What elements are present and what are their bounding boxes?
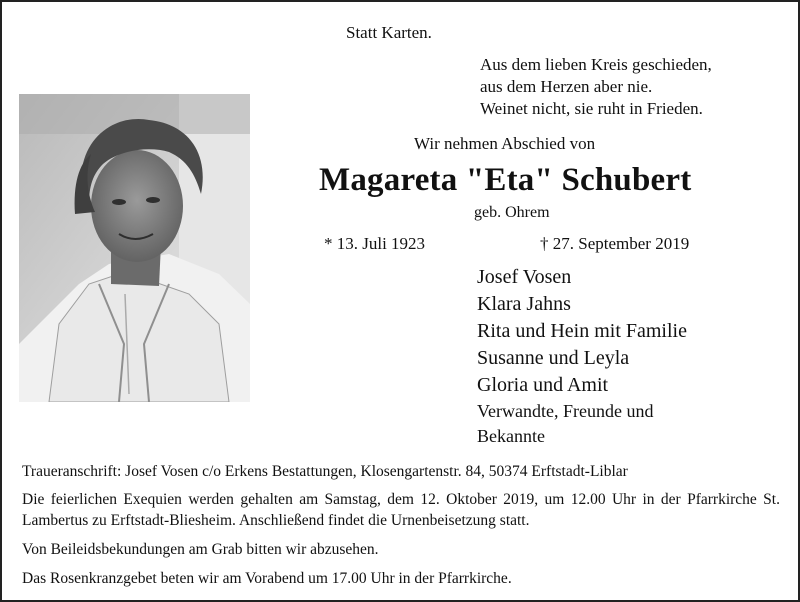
birth-name: geb. Ohrem: [474, 204, 550, 221]
funeral-service-info: Die feierlichen Exequien werden gehalten am Samstag, dem 12. Oktober 2019, um 12.00 Uhr in der Pfarrkirche St. Lambertus zu Erftstadt-Bliesheim. Anschließend findet die Urnenbeisetzung statt.: [22, 491, 780, 529]
portrait-illustration: [19, 94, 250, 402]
portrait-photo: [19, 94, 250, 402]
farewell-line: Wir nehmen Abschied von: [414, 134, 596, 153]
mourner-name: Klara Jahns: [477, 293, 571, 315]
statt-karten-heading: Statt Karten.: [346, 23, 432, 42]
mourners-list: [477, 264, 687, 449]
poem-line: Aus dem lieben Kreis geschieden,: [480, 55, 712, 74]
mourner-name: Susanne und Leyla: [477, 347, 630, 369]
mourner-name: Bekannte: [477, 426, 545, 446]
mourning-address: Traueranschrift: Josef Vosen c/o Erkens Bestattungen, Klosengartenstr. 84, 50374 Erftstadt-Liblar: [22, 463, 628, 480]
memorial-poem: [480, 54, 712, 120]
birth-date: * 13. Juli 1923: [324, 234, 426, 253]
mourner-name: Josef Vosen: [477, 266, 572, 288]
poem-line: aus dem Herzen aber nie.: [480, 77, 653, 96]
mourner-name: Gloria und Amit: [477, 374, 609, 396]
condolence-note: Von Beileidsbekundungen am Grab bitten wir abzusehen.: [22, 541, 379, 558]
deceased-name: Magareta "Eta" Schubert: [319, 162, 692, 198]
rosary-prayer-note: Das Rosenkranzgebet beten wir am Vorabend um 17.00 Uhr in der Pfarrkirche.: [22, 570, 512, 587]
mourner-name: Rita und Hein mit Familie: [477, 320, 687, 342]
mourner-name: Verwandte, Freunde und: [477, 401, 654, 421]
death-date: † 27. September 2019: [540, 234, 690, 253]
poem-line: Weinet nicht, sie ruht in Frieden.: [480, 99, 703, 118]
